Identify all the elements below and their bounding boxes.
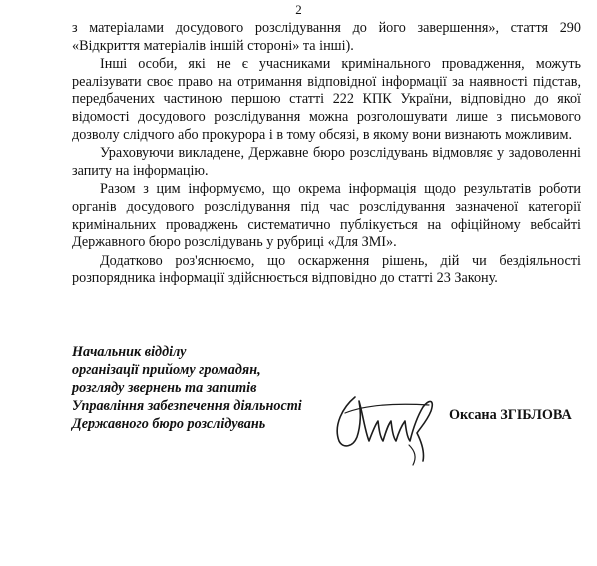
- paragraph-appeal: Додатково роз'яснюємо, що оскарження рішень, дій чи бездіяльності розпорядника інформації здійснюється відповідно до статті 23 Закону.: [72, 252, 581, 287]
- paragraph-continuation: з матеріалами досудового розслідування до його завершення», стаття 290 «Відкриття матеріалів іншій стороні» та інші).: [72, 20, 581, 54]
- signatory-title-line: організації прийому громадян,: [72, 362, 261, 378]
- handwritten-signature: [325, 385, 460, 470]
- paragraph-published-info: Разом з цим інформуємо, що окрема інформація щодо результатів роботи органів досудового розслідування під час розслідування зазначеної категорії кримінальних проваджень систематично публікується на офіційному вебсайті Державного бюро розслідувань у рубриці «Для ЗМІ».: [72, 181, 581, 251]
- signatory-title-line: Начальник відділу: [72, 344, 187, 360]
- signatory-title-line: розгляду звернень та запитів: [72, 380, 257, 396]
- signatory-title-line: Державного бюро розслідувань: [72, 416, 266, 432]
- letter-body: [72, 20, 581, 288]
- signatory-title-line: Управління забезпечення діяльності: [72, 398, 302, 414]
- page-number: 2: [295, 2, 302, 17]
- paragraph-refusal: Ураховуючи викладене, Державне бюро розслідувань відмовляє у задоволенні запиту на інформацію.: [72, 145, 581, 179]
- paragraph-other-persons: Інші особи, які не є учасниками кримінального провадження, можуть реалізувати своє право на отримання відповідної інформації за наявності підстав, передбачених частиною першою статті 222 КПК України, відповідно до якої відомості досудового розслідування можна розголошувати лише з письмового дозволу слідчого або прокурора і в тому обсязі, в якому вони визнають можливим.: [72, 56, 581, 143]
- signatory-title-block: [72, 343, 302, 433]
- signatory-name: Оксана ЗГІБЛОВА: [449, 407, 572, 423]
